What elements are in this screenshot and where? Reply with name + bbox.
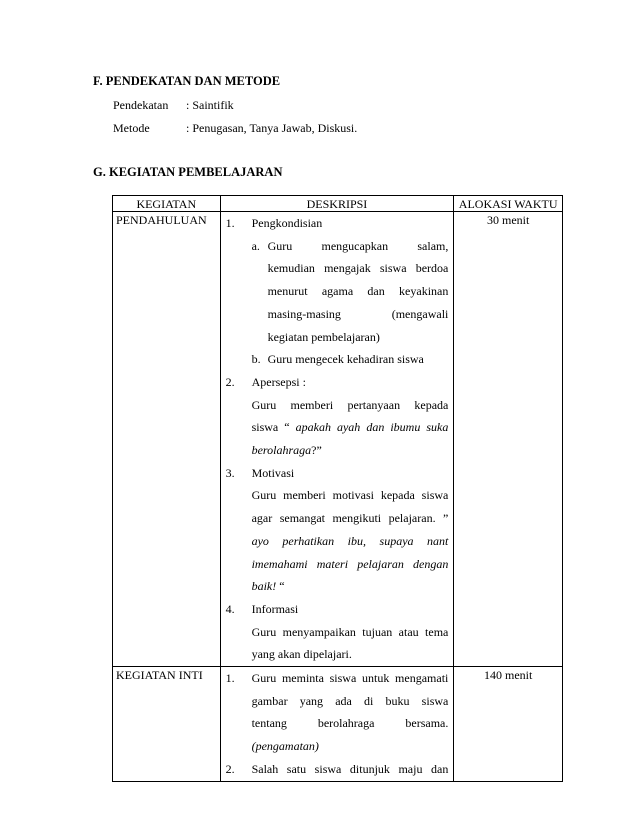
alokasi-inti: 140 menit [454,667,563,782]
text-italic: (pengamatan) [251,739,319,754]
kegiatan-inti: KEGIATAN INTI [113,667,221,782]
table-row [113,667,563,782]
sub-line: masing-masing (mengawali [267,306,449,321]
item-title: Informasi [251,601,299,616]
text-plain: ?” [311,443,322,458]
item-line: Salah satu siswa ditunjuk maju dan [251,761,449,776]
alokasi-pendahuluan: 30 menit [454,212,563,667]
list-item [224,371,451,462]
item-line: Guru memberi motivasi kepada siswa [251,488,449,503]
header-deskripsi: DESKRIPSI [220,196,454,212]
sub-item-a [252,235,449,349]
sub-line: kemudian mengajak siswa berdoa [267,261,449,276]
item-line: Guru menyampaikan tujuan atau tema [251,624,449,639]
text-italic: apakah ayah dan ibumu suka [295,420,449,435]
item-line [252,530,449,553]
metode-value: : Penugasan, Tanya Jawab, Diskusi. [186,121,358,135]
item-line [252,553,449,576]
item-number: 1. [225,671,235,686]
text-italic: baik! [251,579,277,594]
text-plain: siswa “ [251,420,296,435]
sub-item-b [252,348,449,371]
list-item [224,758,451,781]
metode-key: Metode [113,121,150,135]
item-line [252,416,449,439]
sub-line: Guru mengecek kehadiran siswa [267,352,424,367]
pendekatan-key: Pendekatan [113,98,169,112]
list-item [224,598,451,666]
item-line [252,575,449,598]
item-line [252,439,449,462]
table-row [113,212,563,667]
list-item [224,212,451,371]
sub-letter: a. [251,238,260,253]
item-title: Pengkondisian [251,216,323,230]
section-f-heading: F. PENDEKATAN DAN METODE [93,74,281,88]
sub-line: Guru mengucapkan salam, [267,238,449,253]
deskripsi-pendahuluan [220,212,454,667]
table-header-row [113,196,563,212]
item-line: tentang berolahraga bersama. [251,716,449,731]
pendekatan-row [113,98,234,113]
item-line: Guru memberi pertanyaan kepada [251,397,449,412]
item-title: Apersepsi : [251,374,306,389]
item-line: gambar yang ada di buku siswa [251,693,449,708]
list-item [224,462,451,598]
item-title: Motivasi [251,465,295,480]
sub-letter: b. [251,352,261,367]
text-italic: imemahami materi pelajaran dengan [251,556,449,571]
text-plain: “ [276,579,285,594]
item-number: 2. [225,374,235,389]
item-line: agar semangat mengikuti pelajaran. ” [251,511,449,526]
list-item [224,667,451,758]
text-italic: berolahraga [251,443,312,458]
sub-line: menurut agama dan keyakinan [267,284,449,299]
item-number: 4. [225,601,235,616]
deskripsi-inti [220,667,454,782]
text-italic: ayo perhatikan ibu, supaya nant [251,533,449,548]
item-line: Guru meminta siswa untuk mengamati [251,671,449,686]
kegiatan-table [112,195,563,782]
item-number: 2. [225,761,235,776]
sub-line: kegiatan pembelajaran) [267,329,380,344]
header-kegiatan: KEGIATAN [113,196,221,212]
section-g-heading: G. KEGIATAN PEMBELAJARAN [93,165,283,179]
item-line [252,735,449,758]
item-line: yang akan dipelajari. [251,647,352,662]
item-number: 3. [225,465,235,480]
pendekatan-value: : Saintifik [186,98,234,112]
item-number: 1. [225,216,235,230]
header-alokasi: ALOKASI WAKTU [454,196,563,212]
kegiatan-pendahuluan: PENDAHULUAN [113,212,221,667]
metode-row [113,121,357,136]
